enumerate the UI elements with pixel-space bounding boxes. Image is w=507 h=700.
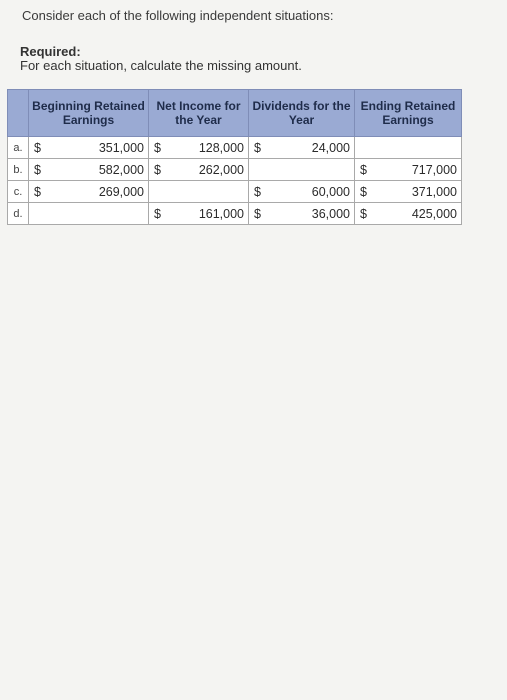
dividends-cell — [249, 137, 355, 159]
table-row-d — [8, 203, 462, 225]
amount-value: 128,000 — [198, 140, 244, 155]
header-label — [8, 90, 29, 137]
amount-value: 371,000 — [411, 184, 457, 199]
net-income-answer-input[interactable] — [153, 183, 244, 200]
amount-value: 60,000 — [311, 184, 350, 199]
intro-text: Consider each of the following independent situations: — [22, 8, 334, 23]
amount-value: 425,000 — [411, 206, 457, 221]
header-net-income: Net Income for the Year — [149, 90, 249, 137]
table-row-a — [8, 137, 462, 159]
row-label: a. — [8, 137, 29, 159]
currency-symbol: $ — [360, 163, 367, 177]
header-beginning-retained-earnings: Beginning Retained Earnings — [29, 90, 149, 137]
currency-symbol: $ — [254, 185, 261, 199]
beginning-answer-input[interactable] — [33, 205, 144, 222]
amount-value: 717,000 — [411, 162, 457, 177]
currency-symbol: $ — [254, 141, 261, 155]
dividends-cell — [249, 181, 355, 203]
header-ending-retained-earnings: Ending Retained Earnings — [355, 90, 462, 137]
required-instructions: For each situation, calculate the missing amount. — [20, 58, 302, 73]
amount-value: 582,000 — [98, 162, 144, 177]
beginning-cell — [29, 137, 149, 159]
amount-value: 36,000 — [311, 206, 350, 221]
currency-symbol: $ — [360, 185, 367, 199]
table-row-c — [8, 181, 462, 203]
table-header-row — [8, 90, 462, 137]
ending-cell — [355, 203, 462, 225]
required-heading: Required: — [20, 44, 81, 59]
net-income-cell — [149, 203, 249, 225]
dividends-answer-input[interactable] — [253, 161, 350, 178]
currency-symbol: $ — [154, 207, 161, 221]
currency-symbol: $ — [34, 141, 41, 155]
currency-symbol: $ — [154, 141, 161, 155]
currency-symbol: $ — [34, 185, 41, 199]
net-income-answer-cell[interactable] — [149, 181, 249, 203]
table-row-b — [8, 159, 462, 181]
ending-cell — [355, 181, 462, 203]
ending-cell — [355, 159, 462, 181]
currency-symbol: $ — [154, 163, 161, 177]
beginning-cell — [29, 159, 149, 181]
dividends-cell — [249, 203, 355, 225]
dividends-answer-cell[interactable] — [249, 159, 355, 181]
ending-answer-cell[interactable] — [355, 137, 462, 159]
ending-answer-input[interactable] — [359, 139, 457, 156]
amount-value: 269,000 — [98, 184, 144, 199]
retained-earnings-table — [7, 89, 462, 225]
header-dividends: Dividends for the Year — [249, 90, 355, 137]
currency-symbol: $ — [254, 207, 261, 221]
beginning-cell — [29, 181, 149, 203]
row-label: b. — [8, 159, 29, 181]
currency-symbol: $ — [34, 163, 41, 177]
currency-symbol: $ — [360, 207, 367, 221]
row-label: c. — [8, 181, 29, 203]
amount-value: 351,000 — [98, 140, 144, 155]
row-label: d. — [8, 203, 29, 225]
beginning-answer-cell[interactable] — [29, 203, 149, 225]
amount-value: 262,000 — [198, 162, 244, 177]
amount-value: 24,000 — [311, 140, 350, 155]
net-income-cell — [149, 159, 249, 181]
amount-value: 161,000 — [198, 206, 244, 221]
net-income-cell — [149, 137, 249, 159]
